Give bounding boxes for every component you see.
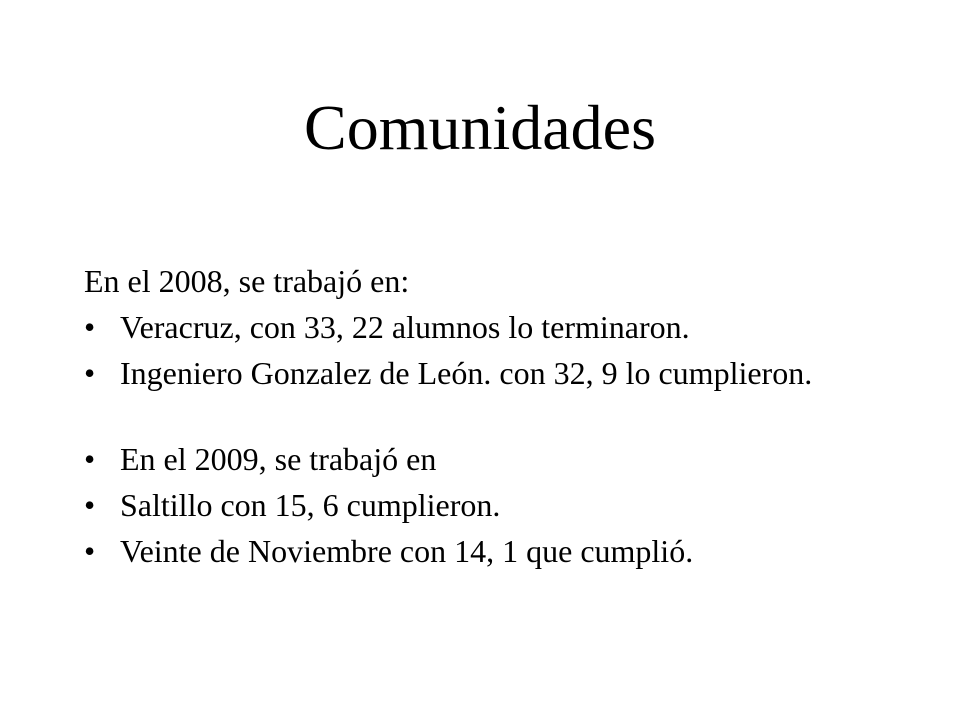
list-item [84,354,884,392]
list-item [84,308,884,346]
bullet-icon: • [84,355,96,391]
bullet-icon: • [84,533,96,569]
list-item-text: Ingeniero Gonzalez de León. con 32, 9 lo cumplieron. [120,355,813,391]
list-item-text: En el 2009, se trabajó en [120,441,437,477]
bullet-list [84,308,884,570]
list-item-text: Veinte de Noviembre con 14, 1 que cumplió. [120,533,694,569]
list-item [84,532,884,570]
bullet-icon: • [84,487,96,523]
bullet-icon: • [84,441,96,477]
slide-title: Comunidades [304,92,656,163]
list-item-text: Veracruz, con 33, 22 alumnos lo terminaron. [120,309,690,345]
list-item [84,486,884,524]
intro-text: En el 2008, se trabajó en: [84,263,410,299]
slide-body [84,262,884,578]
list-item-text: Saltillo con 15, 6 cumplieron. [120,487,501,523]
list-item [84,440,884,478]
bullet-icon: • [84,309,96,345]
